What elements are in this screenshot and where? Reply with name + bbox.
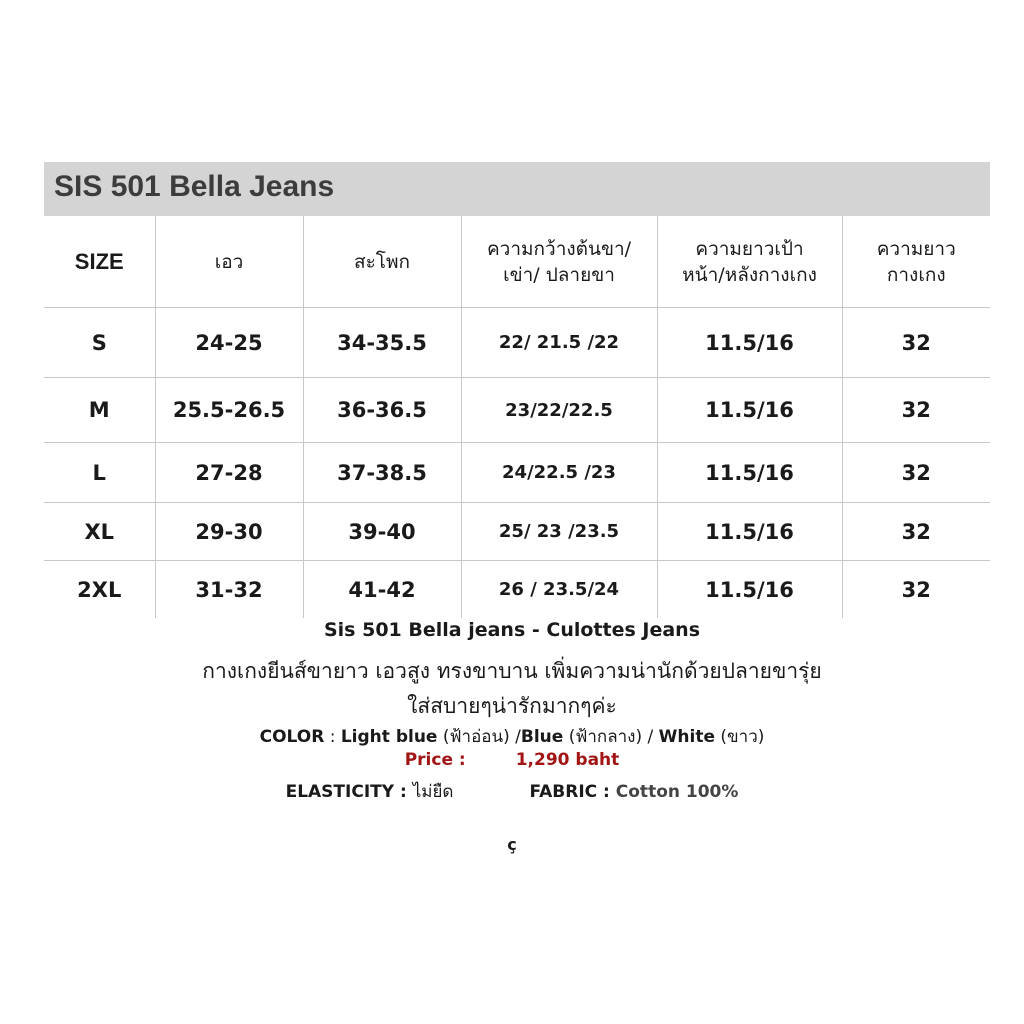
thai-description-line2: ใส่สบายๆน่ารักมากๆค่ะ <box>407 694 617 718</box>
price-label: Price : <box>404 750 466 770</box>
table-row <box>44 443 990 503</box>
page-title: SIS 501 Bella Jeans <box>54 170 335 203</box>
table-row <box>44 503 990 561</box>
cell-hip: 41-42 <box>303 561 461 619</box>
color-light-blue-th: (ฟ้าอ่อน) / <box>437 727 521 747</box>
cell-size: XL <box>44 503 155 561</box>
header-width-line2: เข่า/ ปลายขา <box>503 263 615 286</box>
color-sep: : <box>324 727 341 747</box>
cell-hip: 39-40 <box>303 503 461 561</box>
cell-size: M <box>44 378 155 443</box>
header-hip: สะโพก <box>303 216 461 308</box>
stray-character: ç <box>507 835 517 854</box>
title-bar <box>44 162 990 216</box>
cell-width: 24/22.5 /23 <box>461 443 657 503</box>
color-blue: Blue <box>520 727 564 747</box>
header-waist: เอว <box>155 216 303 308</box>
cell-width: 23/22/22.5 <box>461 378 657 443</box>
cell-length: 32 <box>901 577 931 602</box>
cell-size: L <box>44 443 155 503</box>
cell-length: 32 <box>842 503 990 561</box>
material-line <box>0 778 1024 805</box>
cell-rise: 11.5/16 <box>657 561 842 619</box>
cell-size: 2XL <box>44 561 155 619</box>
cell-width: 25/ 23 /23.5 <box>461 503 657 561</box>
price-value: 1,290 baht <box>515 750 620 770</box>
price-line <box>0 750 1024 770</box>
cell-rise: 11.5/16 <box>657 308 842 378</box>
header-row <box>44 216 990 308</box>
cell-waist: 24-25 <box>155 308 303 378</box>
header-rise-line1: ความยาวเป้า <box>695 237 804 260</box>
color-white-th: (ขาว) <box>715 727 765 747</box>
elasticity-value: ไม่ยืด <box>412 782 454 802</box>
header-rise-line2: หน้า/หลังกางเกง <box>682 263 817 286</box>
header-size: SIZE <box>44 216 155 308</box>
cell-size: S <box>44 308 155 378</box>
size-table <box>44 216 990 618</box>
table-row <box>44 378 990 443</box>
cell-rise: 11.5/16 <box>657 443 842 503</box>
cell-hip: 37-38.5 <box>303 443 461 503</box>
header-width <box>461 216 657 308</box>
cell-waist: 25.5-26.5 <box>155 378 303 443</box>
thai-description-line1: กางเกงยีนส์ขายาว เอวสูง ทรงขาบาน เพิ่มความน่านักด้วยปลายขารุ่ย <box>202 659 822 683</box>
product-line: Sis 501 Bella jeans - Culottes Jeans <box>323 619 701 641</box>
color-label: COLOR <box>259 727 325 747</box>
fabric-value: Cotton 100% <box>615 782 739 802</box>
table-row <box>44 308 990 378</box>
color-line <box>0 723 1024 750</box>
cell-width: 22/ 21.5 /22 <box>461 308 657 378</box>
cell-waist: 29-30 <box>155 503 303 561</box>
cell-length: 32 <box>842 443 990 503</box>
header-length-line1: ความยาว <box>876 237 956 260</box>
cell-rise: 11.5/16 <box>657 503 842 561</box>
table-row <box>44 561 990 619</box>
cell-length: 32 <box>842 308 990 378</box>
cell-width: 26 / 23.5/24 <box>461 561 657 619</box>
cell-waist: 27-28 <box>155 443 303 503</box>
color-blue-th: (ฟ้ากลาง) / <box>563 727 659 747</box>
cell-waist: 31-32 <box>155 561 303 619</box>
color-light-blue: Light blue <box>340 727 438 747</box>
cell-length: 32 <box>842 378 990 443</box>
header-width-line1: ความกว้างต้นขา/ <box>486 237 632 260</box>
cell-hip: 36-36.5 <box>303 378 461 443</box>
color-white: White <box>658 727 715 747</box>
header-rise <box>657 216 842 308</box>
header-length-line2: กางเกง <box>886 263 946 286</box>
elasticity-label: ELASTICITY : <box>285 782 413 802</box>
cell-hip: 34-35.5 <box>303 308 461 378</box>
fabric-label: FABRIC : <box>529 782 616 802</box>
cell-rise: 11.5/16 <box>657 378 842 443</box>
header-length <box>842 216 990 308</box>
